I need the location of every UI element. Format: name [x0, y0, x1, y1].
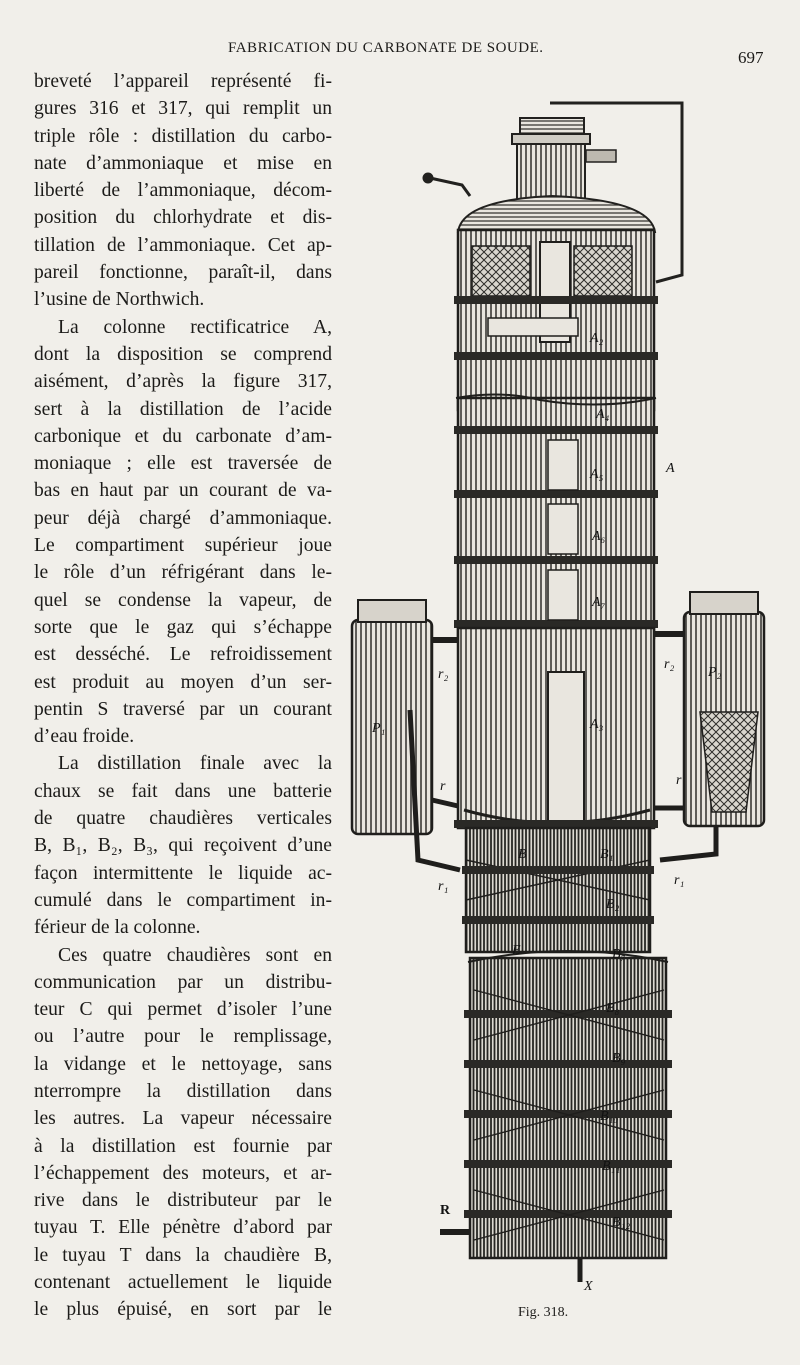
label-r2-left: r₂ [438, 667, 449, 682]
text-line: est desséché. Le refroidissement [34, 644, 332, 666]
label-b: B [518, 847, 527, 862]
running-title: FABRICATION DU CARBONATE DE SOUDE. [228, 40, 544, 56]
column-chamber-a3 [454, 628, 658, 828]
preheater-p1 [352, 600, 460, 870]
text-line: breveté l’appareil représenté fi- [34, 71, 332, 92]
label-b2: B₂ [606, 897, 620, 912]
text-line: le tuyau T dans la chaudière B, [34, 1244, 332, 1266]
text-line: carbonique et du carbonate d’am- [34, 425, 332, 447]
text-line: le rôle d’un réfrigérant dans le- [34, 562, 332, 584]
label-a5: A₅ [590, 467, 604, 482]
label-r-left: r [440, 779, 446, 794]
preheater-p2 [654, 592, 764, 860]
text-line: chaux se fait dans une batterie [34, 780, 332, 802]
text-line: Ces quatre chaudières sont en [58, 944, 332, 966]
text-line: le plus épuisé, en sort par le [34, 1299, 332, 1321]
label-b7: B₇ [612, 947, 626, 962]
label-a3: A₃ [590, 717, 604, 732]
text-line: de quatre chaudières verticales [34, 808, 332, 830]
text-line: nterrompre la distillation dans [34, 1080, 332, 1102]
text-line: aisément, d’après la figure 317, [34, 371, 332, 393]
text-line: sert à la distillation de l’acide [34, 398, 332, 420]
label-a2: A₂ [590, 331, 604, 346]
label-b9: B₉ [612, 1051, 626, 1066]
text-line: B, B₁, B₂, B₃, qui reçoivent d’une [34, 835, 332, 857]
label-p1: P₁ [372, 721, 386, 736]
text-line: La distillation finale avec la [58, 753, 332, 775]
text-line: dont la disposition se comprend [34, 343, 332, 365]
text-line: ou l’autre pour le remplissage, [34, 1026, 332, 1048]
text-line: l’échappement des moteurs, et ar- [34, 1162, 332, 1184]
text-line: pareil fonctionne, paraît-il, dans [34, 262, 332, 284]
text-line: les autres. La vapeur nécessaire [34, 1108, 332, 1130]
text-line: position du chlorhydrate et dis- [34, 207, 332, 229]
label-b1: B₁ [600, 847, 614, 862]
text-line: liberté de l’ammoniaque, décom- [34, 180, 332, 202]
label-r1-right: r₁ [674, 873, 685, 888]
distillation-column-figure [340, 98, 780, 1308]
figure-caption: Fig. 318. [518, 1305, 569, 1320]
label-a6: A₆ [592, 529, 606, 544]
text-line: est produit au moyen d’un ser- [34, 671, 332, 693]
text-line: teur C qui permet d’isoler l’une [34, 999, 332, 1021]
text-line: triple rôle : distillation du carbo- [34, 125, 332, 147]
label-e: E [512, 943, 521, 958]
boiler-stack [440, 828, 672, 1282]
text-line: d’eau froide. [34, 726, 135, 748]
text-line: la vidange et le nettoyage, sans [34, 1053, 332, 1075]
label-b10: B₁₀ [600, 1109, 619, 1124]
label-r2-right: r₂ [664, 657, 675, 672]
label-r-right: r [676, 773, 682, 788]
text-line: à la distillation est fournie par [34, 1135, 332, 1157]
label-a4: A₄ [596, 407, 610, 422]
text-line: tuyau T. Elle pénètre d’abord par [34, 1217, 332, 1239]
column-upper-section [454, 230, 658, 638]
text-line: rive dans le distributeur par le [34, 1190, 332, 1212]
text-line: contenant actuellement le liquide [34, 1272, 332, 1294]
label-b8: B₈ [606, 1001, 620, 1016]
column-dome [458, 118, 655, 232]
text-line: gures 316 et 317, qui remplit un [34, 98, 332, 120]
text-line: pentin S traversé par un courant [34, 698, 332, 720]
text-line: façon intermittente le liquide ac- [34, 862, 332, 884]
label-b11: B₁₁ [602, 1159, 621, 1174]
label-a7: A₇ [592, 595, 606, 610]
text-line: peur déjà chargé d’ammoniaque. [34, 507, 332, 529]
body-text-column [34, 68, 332, 1324]
text-line: tillation de l’ammoniaque. Cet ap- [34, 234, 332, 256]
label-x: X [584, 1279, 593, 1294]
text-line: l’usine de Northwich. [34, 289, 205, 311]
text-line: cumulé dans le compartiment in- [34, 889, 332, 911]
text-line: La colonne rectificatrice A, [58, 316, 332, 338]
label-r1-left: r₁ [438, 879, 449, 894]
text-line: moniaque ; elle est traversée de [34, 453, 332, 475]
text-line: férieur de la colonne. [34, 917, 201, 939]
text-line: quel se condense la vapeur, de [34, 589, 332, 611]
text-line: sorte que le gaz qui s’échappe [34, 616, 332, 638]
text-line: nate d’ammoniaque et mise en [34, 152, 332, 174]
page-number: 697 [738, 48, 764, 67]
label-b12: B₁₂ [612, 1215, 631, 1230]
label-a: A [666, 461, 675, 476]
text-line: communication par un distribu- [34, 971, 332, 993]
label-r-outlet: R [440, 1203, 451, 1218]
text-line: bas en haut par un courant de va- [34, 480, 332, 502]
label-p2: P₂ [708, 665, 722, 680]
text-line: Le compartiment supérieur joue [34, 535, 332, 557]
